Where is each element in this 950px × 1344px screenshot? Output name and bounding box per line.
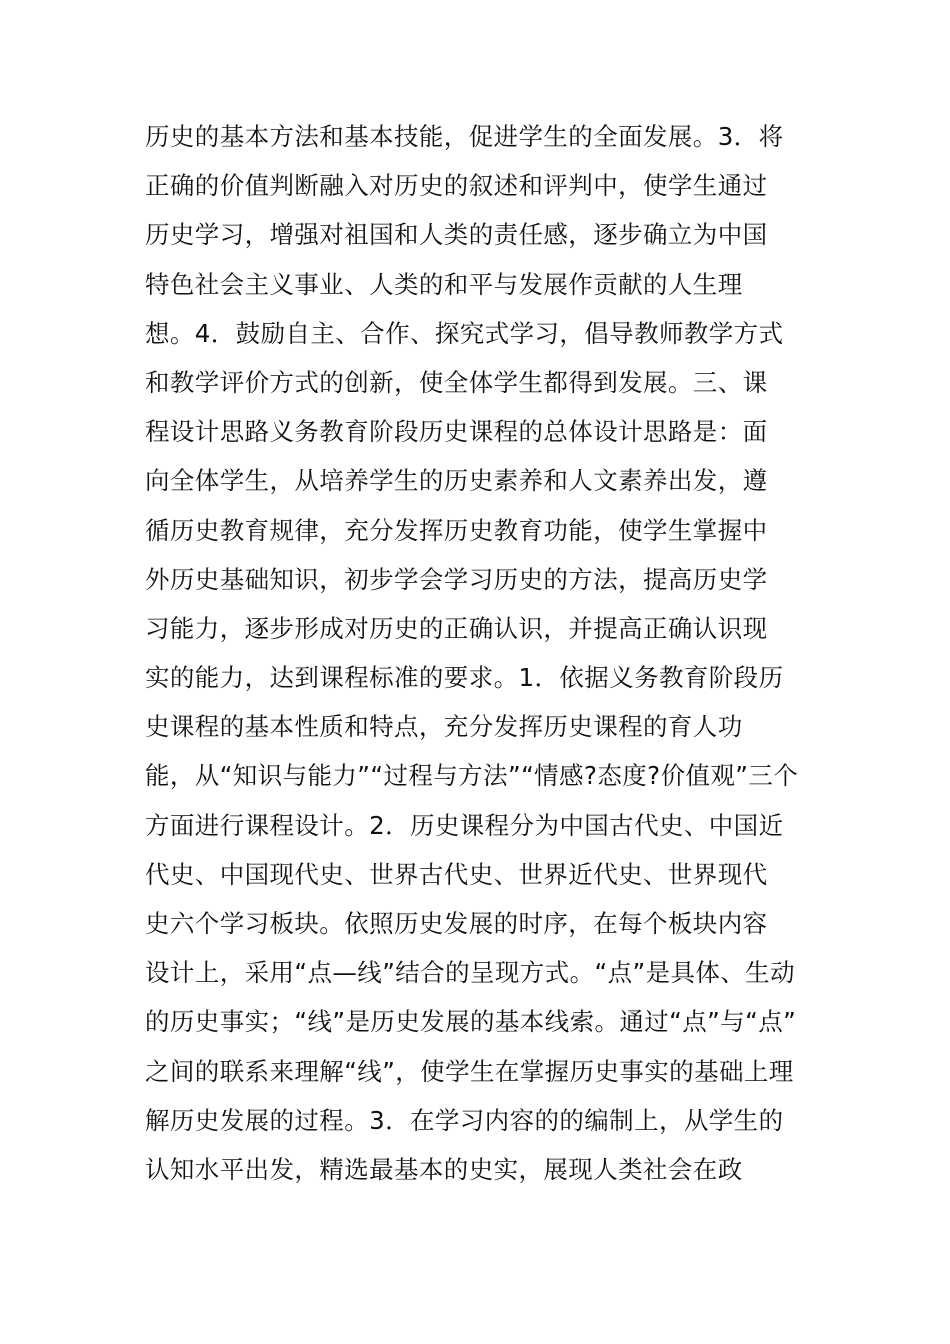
text-line: 方面进行课程设计。2．历史课程分为中国古代史、中国近 xyxy=(145,810,784,840)
text-line: 正确的价值判断融入对历史的叙述和评判中，使学生通过 xyxy=(145,171,768,201)
text-line: 习能力，逐步形成对历史的正确认识，并提高正确认识现 xyxy=(145,613,768,643)
text-line: 程设计思路义务教育阶段历史课程的总体设计思路是：面 xyxy=(145,417,768,447)
text-line: 历史学习，增强对祖国和人类的责任感，逐步确立为中国 xyxy=(145,220,768,250)
text-line: 向全体学生，从培养学生的历史素养和人文素养出发，遵 xyxy=(145,466,768,496)
text-line: 特色社会主义事业、人类的和平与发展作贡献的人生理 xyxy=(145,269,743,299)
text-line: 实的能力，达到课程标准的要求。1．依据义务教育阶段历 xyxy=(145,663,784,693)
text-line: 和教学评价方式的创新，使全体学生都得到发展。三、课 xyxy=(145,367,768,397)
text-line: 的历史事实；“线”是历史发展的基本线索。通过“点”与“点” xyxy=(145,1007,797,1037)
text-line: 历史的基本方法和基本技能，促进学生的全面发展。3．将 xyxy=(145,122,784,151)
text-line: 史六个学习板块。依照历史发展的时序，在每个板块内容 xyxy=(145,909,768,938)
text-line: 设计上，采用“点—线”结合的呈现方式。“点”是具体、生动 xyxy=(145,958,795,988)
text-line: 史课程的基本性质和特点，充分发挥历史课程的育人功 xyxy=(145,712,743,742)
text-line: 之间的联系来理解“线”，使学生在掌握历史事实的基础上理 xyxy=(145,1056,794,1086)
text-line: 循历史教育规律，充分发挥历史教育功能，使学生掌握中 xyxy=(145,515,768,545)
body-text xyxy=(145,112,815,1194)
text-line: 认知水平出发，精选最基本的史实，展现人类社会在政 xyxy=(145,1154,743,1184)
text-line: 想。4．鼓励自主、合作、探究式学习，倡导教师教学方式 xyxy=(145,318,784,348)
text-line: 能，从“知识与能力”“过程与方法”“情感?态度?价值观”三个 xyxy=(145,761,799,791)
text-line: 外历史基础知识，初步学会学习历史的方法，提高历史学 xyxy=(145,564,768,594)
text-line: 解历史发展的过程。3．在学习内容的的编制上，从学生的 xyxy=(145,1105,784,1135)
text-line: 代史、中国现代史、世界古代史、世界近代史、世界现代 xyxy=(145,859,768,889)
